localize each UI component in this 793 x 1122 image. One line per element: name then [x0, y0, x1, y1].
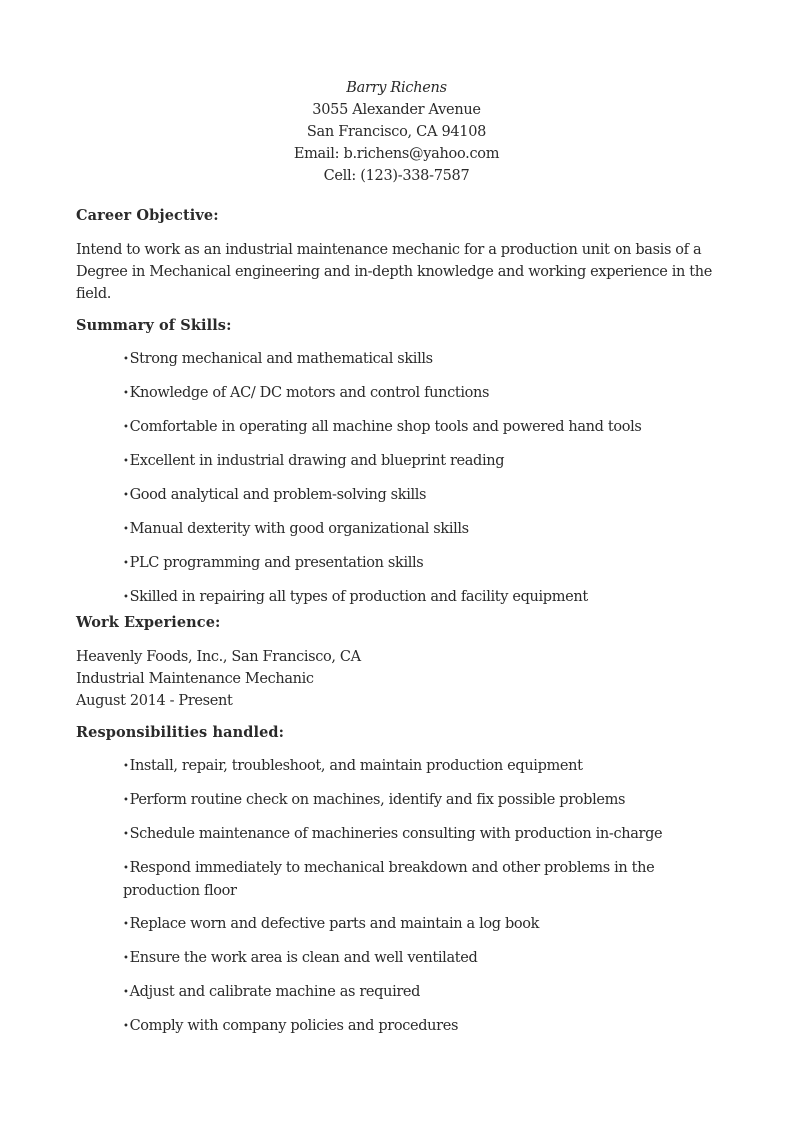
bullet-icon: •: [123, 953, 129, 964]
responsibility-item: [123, 789, 668, 812]
skills-list: [123, 348, 683, 620]
bullet-icon: •: [123, 524, 129, 535]
bullet-icon: •: [123, 795, 129, 806]
skills-heading: Summary of Skills:: [76, 317, 232, 334]
email-line: Email: b.richens@yahoo.com: [293, 146, 500, 162]
skill-item: [123, 484, 683, 507]
city-line: San Francisco, CA 94108: [306, 124, 487, 140]
responsibility-item: [123, 913, 668, 936]
responsibility-item: [123, 947, 668, 970]
bullet-icon: •: [123, 490, 129, 501]
bullet-icon: •: [123, 761, 129, 772]
skill-text: Knowledge of AC/ DC motors and control functions: [129, 385, 490, 401]
bullet-icon: •: [123, 829, 129, 840]
responsibility-item: [123, 823, 668, 846]
career-objective-text: Intend to work as an industrial maintenance mechanic for a production unit on basis of a Degree in Mechanical engineering and in-depth knowledge and working experience in the field.: [76, 242, 712, 302]
bullet-icon: •: [123, 354, 129, 365]
responsibility-text: Schedule maintenance of machineries consulting with production in-charge: [129, 826, 663, 842]
responsibility-text: Adjust and calibrate machine as required: [129, 984, 421, 1000]
bullet-icon: •: [123, 558, 129, 569]
job-title-line: Industrial Maintenance Mechanic: [76, 671, 314, 687]
skill-item: [123, 382, 683, 405]
bullet-icon: •: [123, 422, 129, 433]
career-objective-heading: Career Objective:: [76, 207, 219, 224]
company-line: Heavenly Foods, Inc., San Francisco, CA: [76, 649, 361, 665]
skill-text: Excellent in industrial drawing and blueprint reading: [129, 453, 505, 469]
responsibility-item: [123, 857, 668, 902]
skill-item: [123, 450, 683, 473]
skill-text: PLC programming and presentation skills: [129, 555, 424, 571]
skill-text: Skilled in repairing all types of production and facility equipment: [129, 589, 588, 605]
bullet-icon: •: [123, 592, 129, 603]
cell-line: Cell: (123)-338-7587: [323, 168, 470, 184]
skill-item: [123, 586, 683, 609]
skill-item: [123, 518, 683, 541]
bullet-icon: •: [123, 1021, 129, 1032]
responsibilities-list: [123, 755, 668, 1049]
responsibility-text: Install, repair, troubleshoot, and maintain production equipment: [129, 758, 583, 774]
candidate-name: Barry Richens: [346, 80, 447, 96]
bullet-icon: •: [123, 863, 129, 874]
skill-item: [123, 348, 683, 371]
responsibilities-heading: Responsibilities handled:: [76, 724, 285, 741]
skill-item: [123, 416, 683, 439]
responsibility-text: Respond immediately to mechanical breakdown and other problems in the production floor: [123, 860, 655, 899]
skill-text: Good analytical and problem-solving skills: [129, 487, 427, 503]
bullet-icon: •: [123, 919, 129, 930]
responsibility-text: Replace worn and defective parts and maintain a log book: [129, 916, 540, 932]
address-line: 3055 Alexander Avenue: [312, 102, 481, 118]
responsibility-text: Perform routine check on machines, identify and fix possible problems: [129, 792, 626, 808]
skill-item: [123, 552, 683, 575]
skill-text: Manual dexterity with good organizational skills: [129, 521, 469, 537]
work-experience-heading: Work Experience:: [76, 614, 221, 631]
dates-line: August 2014 - Present: [76, 693, 233, 709]
bullet-icon: •: [123, 388, 129, 399]
skill-text: Strong mechanical and mathematical skills: [129, 351, 433, 367]
bullet-icon: •: [123, 987, 129, 998]
contact-header: [0, 77, 793, 187]
responsibility-item: [123, 1015, 668, 1038]
responsibility-item: [123, 755, 668, 778]
skill-text: Comfortable in operating all machine shop tools and powered hand tools: [129, 419, 642, 435]
responsibility-item: [123, 981, 668, 1004]
responsibility-text: Ensure the work area is clean and well ventilated: [129, 950, 478, 966]
bullet-icon: •: [123, 456, 129, 467]
responsibility-text: Comply with company policies and procedures: [129, 1018, 459, 1034]
